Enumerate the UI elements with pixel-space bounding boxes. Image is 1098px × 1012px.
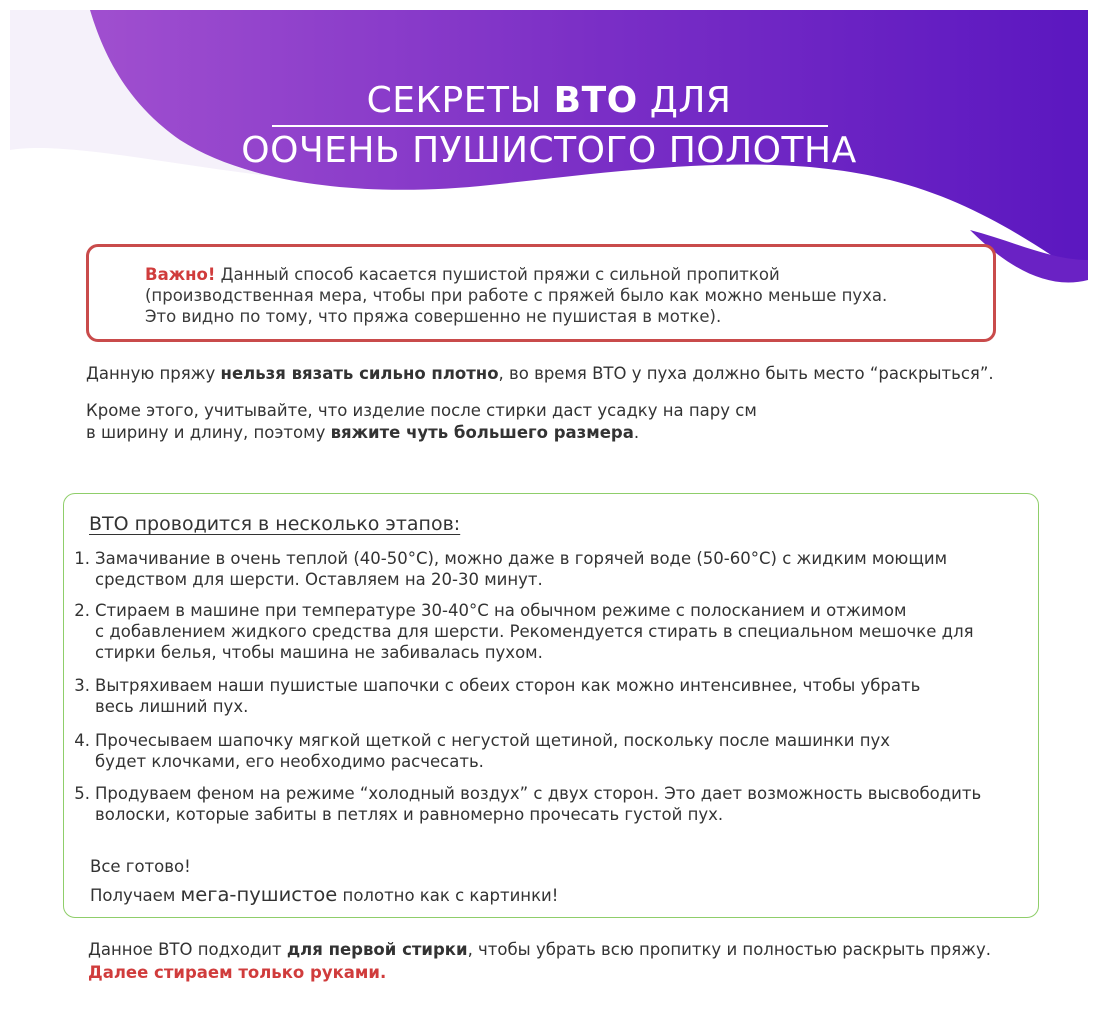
page-title-line-1: СЕКРЕТЫ ВТО ДЛЯ: [366, 80, 732, 121]
important-text: Важно! Данный способ касается пушистой пряжи с сильной пропиткой (производственная мера, чтобы при работе с пряжей было как можно меньше пуха. Это видно по тому, что пряжа совершенно не пушистая в мотке).: [145, 265, 888, 326]
done-text: Все готово!: [90, 857, 191, 876]
footer-text: Данное ВТО подходит для первой стирки, чтобы убрать всю пропитку и полностью раскрыть пряжу.: [88, 940, 992, 959]
result-text: Получаем мега-пушистое полотно как с картинки!: [90, 883, 559, 906]
page-title-line-2: ООЧЕНЬ ПУШИСТОГО ПОЛОТНА: [241, 130, 857, 171]
footer-warning: Далее стираем только руками.: [88, 963, 387, 982]
paragraph-shrinkage: Кроме этого, учитывайте, что изделие после стирки даст усадку на пару см в ширину и длину, поэтому вяжите чуть большего размера.: [86, 401, 757, 442]
title-underline: [272, 125, 828, 127]
stages-box: ВТО проводится в несколько этапов: 1. Замачивание в очень теплой (40-50°С), можно даже в горячей воде (50-60°С) с жидким моющим средством для шерсти. Оставляем на 20-30 минут. 2. Стираем в машине при температуре 30-40°С на обычном режиме с полосканием и отжимом с добавлением жидкого средства для шерсти. Рекомендуется стирать в специальном мешочке для стирки белья, чтобы машина не забивалась пухом. 3. Вытряхиваем наши пушистые шапочки с обеих сторон как можно интенсивнее, чтобы убрать весь лишний пух. 4. Прочесываем шапочку мягкой щеткой с негустой щетиной, поскольку после машинки пух будет клочками, его необходимо расчесать. 5. Продуваем феном на режиме “холодный воздух” с двух сторон. Это дает возможность высвободить волоски, которые забиты в петлях и равномерно прочесать густой пух. Все готово! Получаем мега-пушистое полотно как с картинки!: [63, 493, 1039, 918]
important-label: Важно!: [145, 265, 216, 284]
stages-heading: ВТО проводится в несколько этапов:: [89, 513, 461, 535]
paragraph-density: Данную пряжу нельзя вязать сильно плотно, во время ВТО у пуха должно быть место “раскрыться”.: [86, 364, 994, 383]
important-notice: [86, 244, 996, 342]
